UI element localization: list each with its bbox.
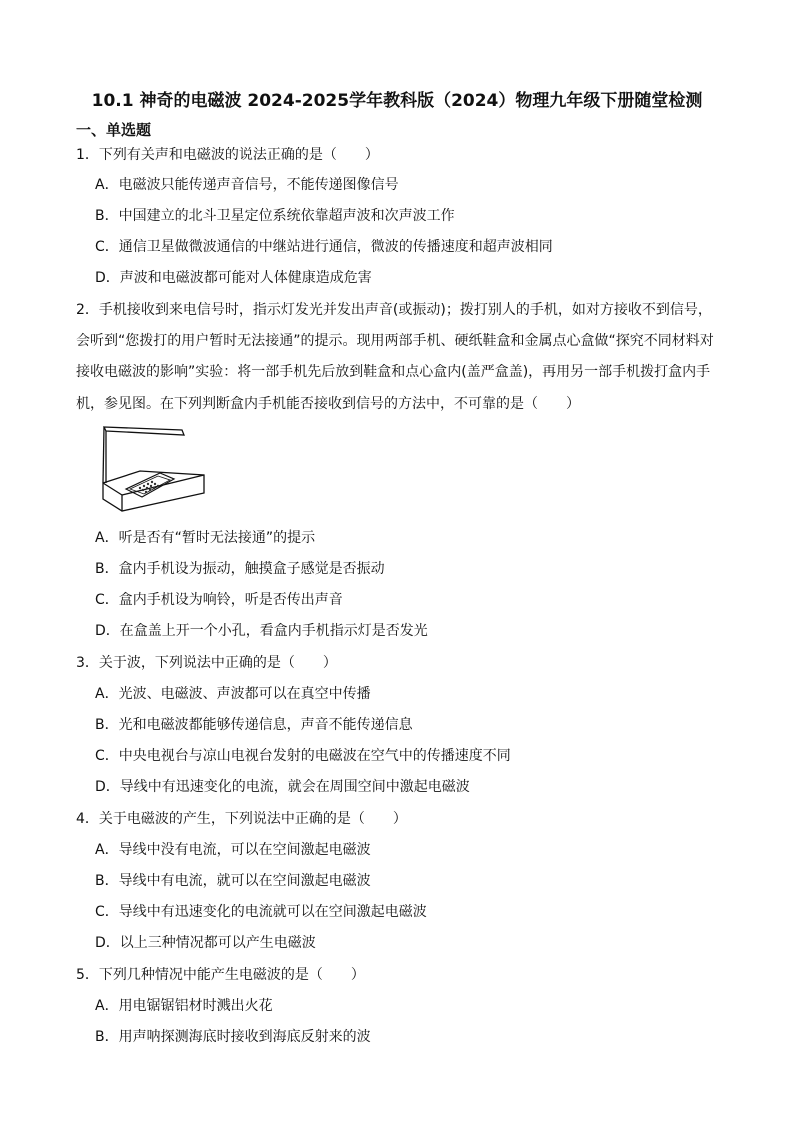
question-2-option-b: B．盒内手机设为振动，触摸盒子感觉是否振动 xyxy=(95,561,385,577)
section-heading: 一、单选题 xyxy=(76,121,152,139)
question-4-option-a: A．导线中没有电流，可以在空间激起电磁波 xyxy=(95,842,371,858)
question-5-option-b: B．用声呐探测海底时接收到海底反射来的波 xyxy=(95,1029,371,1045)
question-2-stem-line-4: 机，参见图。在下列判断盒内手机能否接收到信号的方法中，不可靠的是（ ） xyxy=(76,396,580,412)
question-3-option-c: C．中央电视台与凉山电视台发射的电磁波在空气中的传播速度不同 xyxy=(95,748,511,764)
question-3-stem: 3．关于波，下列说法中正确的是（ ） xyxy=(76,655,337,671)
question-2-stem-line-1: 2．手机接收到来电信号时，指示灯发光并发出声音(或振动)；拨打别人的手机，如对方接收不到信号， xyxy=(76,302,712,318)
question-2-option-c: C．盒内手机设为响铃，听是否传出声音 xyxy=(95,592,343,608)
question-4-option-b: B．导线中有电流，就可以在空间激起电磁波 xyxy=(95,873,371,889)
question-1-option-a: A．电磁波只能传递声音信号，不能传递图像信号 xyxy=(95,177,399,193)
question-2-option-d: D．在盒盖上开一个小孔，看盒内手机指示灯是否发光 xyxy=(95,623,428,639)
question-2-stem-line-3: 接收电磁波的影响”实验：将一部手机先后放到鞋盒和点心盒内(盖严盒盖)，再用另一部手机拨打盒内手 xyxy=(76,364,711,380)
question-1-option-c: C．通信卫星做微波通信的中继站进行通信，微波的传播速度和超声波相同 xyxy=(95,239,553,255)
question-5-stem: 5．下列几种情况中能产生电磁波的是（ ） xyxy=(76,967,365,983)
question-3-option-b: B．光和电磁波都能够传递信息，声音不能传递信息 xyxy=(95,717,413,733)
question-3-option-a: A．光波、电磁波、声波都可以在真空中传播 xyxy=(95,686,371,702)
question-4-option-d: D．以上三种情况都可以产生电磁波 xyxy=(95,935,316,951)
question-2-stem-line-2: 会听到“您拨打的用户暂时无法接通”的提示。现用两部手机、硬纸鞋盒和金属点心盒做“探究不同材料对 xyxy=(76,333,714,349)
question-2-option-a: A．听是否有“暂时无法接通”的提示 xyxy=(95,530,316,546)
question-3-option-d: D．导线中有迅速变化的电流，就会在周围空间中激起电磁波 xyxy=(95,779,470,795)
question-4-option-c: C．导线中有迅速变化的电流就可以在空间激起电磁波 xyxy=(95,904,427,920)
question-5-option-a: A．用电锯锯铝材时溅出火花 xyxy=(95,998,273,1014)
question-1-option-b: B．中国建立的北斗卫星定位系统依靠超声波和次声波工作 xyxy=(95,208,455,224)
page-title: 10.1 神奇的电磁波 2024-2025学年教科版（2024）物理九年级下册随堂检测 xyxy=(91,91,703,111)
question-4-stem: 4．关于电磁波的产生，下列说法中正确的是（ ） xyxy=(76,811,407,827)
shoebox-phone-figure xyxy=(100,425,210,515)
question-1-option-d: D．声波和电磁波都可能对人体健康造成危害 xyxy=(95,270,372,286)
question-1-stem: 1．下列有关声和电磁波的说法正确的是（ ） xyxy=(76,147,379,163)
